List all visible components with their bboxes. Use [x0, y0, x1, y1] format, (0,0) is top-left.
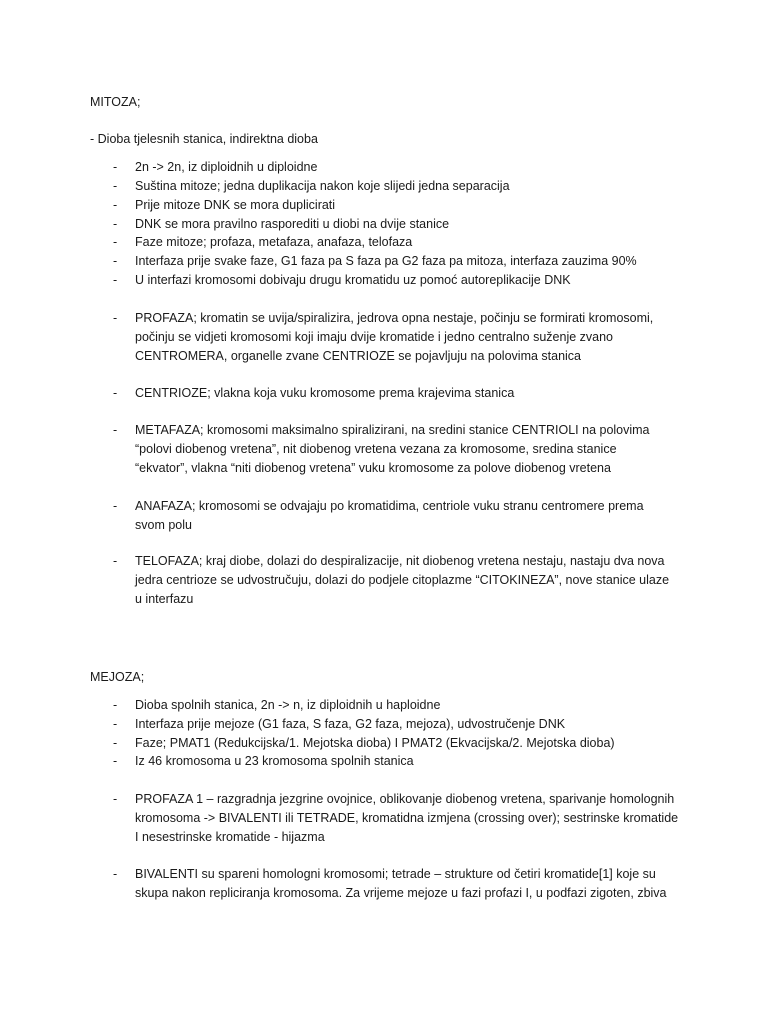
bullet-dash: - — [113, 698, 118, 712]
list-item-line: skupa nakon repliciranja kromosoma. Za vrijeme mejoze u fazi profazi I, u podfazi zigoten, zbiva — [135, 885, 667, 900]
list-item-text — [135, 252, 695, 271]
bullet-dash: - — [113, 554, 118, 568]
list-item-line: Faze; PMAT1 (Redukcijska/1. Mejotska dioba) I PMAT2 (Ekvacijska/2. Mejotska dioba) — [135, 736, 615, 750]
list-item-line: CENTRIOZE; vlakna koja vuku kromosome prema krajevima stanica — [135, 386, 515, 400]
bullet-dash: - — [113, 386, 118, 400]
list-item-text — [135, 233, 695, 252]
bullet-dash: - — [113, 717, 118, 731]
bullet-dash: - — [113, 423, 118, 437]
list-item-text — [135, 696, 695, 715]
list-item-line: u interfazu — [135, 591, 194, 606]
list-item-line: Interfaza prije svake faze, G1 faza pa S faza pa G2 faza pa mitoza, interfaza zauzima 90% — [135, 254, 637, 268]
list-item-text — [135, 865, 695, 903]
bullet-dash: - — [113, 754, 118, 768]
bullet-dash: - — [113, 311, 118, 325]
list-item-text — [135, 158, 695, 177]
list-item-text — [135, 196, 695, 215]
bullet-dash: - — [113, 273, 118, 287]
list-item-text — [135, 384, 695, 403]
list-item-line: PROFAZA 1 – razgradnja jezgrine ovojnice, oblikovanje diobenog vretena, sparivanje homolognih — [135, 792, 675, 806]
list-item-line: “ekvator”, vlakna “niti diobenog vretena” vuku kromosome za polove diobenog vretena — [135, 460, 611, 475]
list-item-line: počinju se vidjeti kromosomi koji imaju dvije kromatide i jedno centralno suženje zvano — [135, 329, 614, 344]
bullet-dash: - — [113, 792, 118, 806]
list-item-line: CENTROMERA, organelle zvane CENTRIOZE se pojavljuju na polovima stanica — [135, 348, 582, 363]
list-item-line: BIVALENTI su spareni homologni kromosomi; tetrade – strukture od četiri kromatide[1] koje su — [135, 867, 656, 881]
list-item-line: Prije mitoze DNK se mora duplicirati — [135, 198, 336, 212]
bullet-dash: - — [113, 160, 118, 174]
list-item-line: Iz 46 kromosoma u 23 kromosoma spolnih stanica — [135, 754, 414, 768]
list-item-line: “polovi diobenog vretena”, nit diobenog vretena vezana za kromosome, sredina stanice — [135, 441, 617, 456]
mitoza-heading: MITOZA; — [90, 95, 141, 109]
mitoza-intro: - Dioba tjelesnih stanica, indirektna dioba — [90, 132, 318, 146]
list-item-line: ANAFAZA; kromosomi se odvajaju po kromatidima, centriole vuku stranu centromere prema — [135, 499, 644, 513]
list-item-text — [135, 271, 695, 290]
bullet-dash: - — [113, 217, 118, 231]
list-item-line: kromosoma -> BIVALENTI ili TETRADE, kromatidna izmjena (crossing over); sestrinske kromatide — [135, 810, 679, 825]
list-item-line: METAFAZA; kromosomi maksimalno spiralizirani, na sredini stanice CENTRIOLI na polovima — [135, 423, 650, 437]
mejoza-heading: MEJOZA; — [90, 670, 145, 684]
list-item-text — [135, 790, 695, 846]
list-item-text — [135, 497, 695, 535]
list-item-text — [135, 715, 695, 734]
list-item-text — [135, 552, 695, 608]
list-item-line: DNK se mora pravilno rasporediti u diobi na dvije stanice — [135, 217, 450, 231]
list-item-line: 2n -> 2n, iz diploidnih u diploidne — [135, 160, 318, 174]
list-item-line: Suština mitoze; jedna duplikacija nakon koje slijedi jedna separacija — [135, 179, 510, 193]
list-item-line: Faze mitoze; profaza, metafaza, anafaza, telofaza — [135, 235, 413, 249]
list-item-line: I nesestrinske kromatide - hijazma — [135, 829, 325, 844]
bullet-dash: - — [113, 499, 118, 513]
list-item-line: jedra centrioze se udvostručuju, dolazi do podjele citoplazme “CITOKINEZA”, nove stanice ulaze — [135, 572, 670, 587]
list-item-line: Dioba spolnih stanica, 2n -> n, iz diploidnih u haploidne — [135, 698, 441, 712]
list-item-text — [135, 309, 695, 365]
list-item-line: U interfazi kromosomi dobivaju drugu kromatidu uz pomoć autoreplikacije DNK — [135, 273, 571, 287]
list-item-text — [135, 215, 695, 234]
bullet-dash: - — [113, 179, 118, 193]
list-item-line: Interfaza prije mejoze (G1 faza, S faza, G2 faza, mejoza), udvostručenje DNK — [135, 717, 566, 731]
list-item-line: TELOFAZA; kraj diobe, dolazi do despiralizacije, nit diobenog vretena nestaju, nastaju dva nova — [135, 554, 665, 568]
list-item-line: PROFAZA; kromatin se uvija/spiralizira, jedrova opna nestaje, počinju se formirati kromosomi, — [135, 311, 654, 325]
bullet-dash: - — [113, 235, 118, 249]
bullet-dash: - — [113, 867, 118, 881]
list-item-text — [135, 421, 695, 477]
bullet-dash: - — [113, 736, 118, 750]
bullet-dash: - — [113, 254, 118, 268]
list-item-text — [135, 177, 695, 196]
list-item-text — [135, 752, 695, 771]
list-item-line: svom polu — [135, 517, 192, 532]
bullet-dash: - — [113, 198, 118, 212]
list-item-text — [135, 734, 695, 753]
